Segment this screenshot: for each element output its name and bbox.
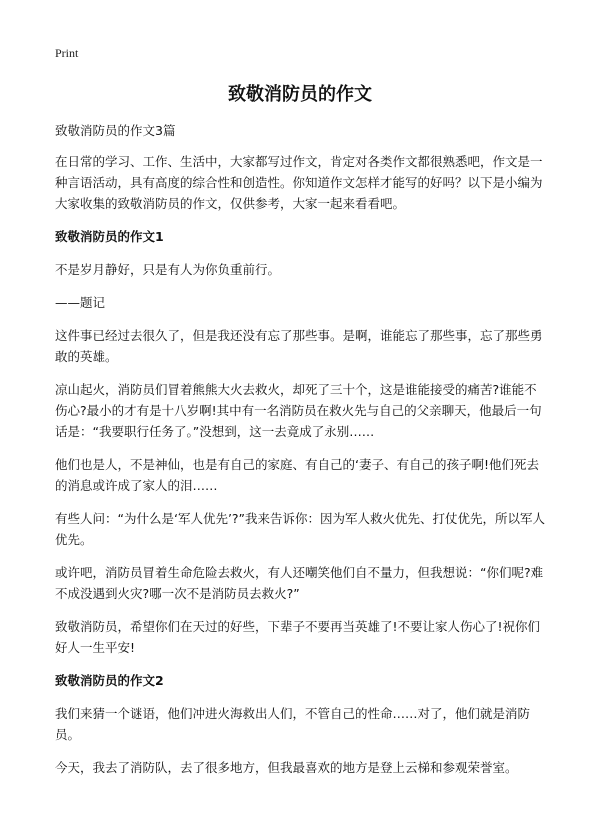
- paragraph: 或许吧，消防员冒着生命危险去救火，有人还嘲笑他们自不量力，但我想说：“你们呢?难不成没遇到火灾?哪一次不是消防员去救火?”: [55, 565, 544, 601]
- paragraph: 我们来猜一个谜语，他们冲进火海救出人们，不管自己的性命……对了，他们就是消防员。: [55, 706, 531, 742]
- article-body: [55, 120, 547, 790]
- paragraph: 他们也是人，不是神仙，也是有自己的家庭、有自己的‘妻子、有自己的孩子啊!他们死去的消息或许成了家人的泪……: [55, 457, 539, 493]
- paragraph: 有些人问：“为什么是‘军人优先’?”我来告诉你：因为军人救火优先、打仗优先，所以军人优先。: [55, 511, 546, 547]
- print-link[interactable]: Print: [55, 46, 79, 60]
- paragraph: 凉山起火，消防员们冒着熊熊大火去救火，却死了三十个，这是谁能接受的痛苦?谁能不伤心?最小的才有是十八岁啊!其中有一名消防员在救火先与自己的父亲聊天，他最后一句话是：“我要职行任务了。”没想到，这一去竟成了永别……: [55, 382, 542, 439]
- paragraph: 不是岁月静好，只是有人为你负重前行。: [55, 262, 281, 277]
- intro-paragraph: 在日常的学习、工作、生活中，大家都写过作文，肯定对各类作文都很熟悉吧，作文是一种言语活动，具有高度的综合性和创造性。你知道作文怎样才能写的好吗？以下是小编为大家收集的致敬消防员的作文，仅供参考，大家一起来看看吧。: [55, 154, 543, 211]
- paragraph: 致敬消防员，希望你们在天过的好些，下辈子不要再当英雄了!不要让家人伤心了!祝你们好人一生平安!: [55, 619, 541, 655]
- paragraph: 这件事已经过去很久了，但是我还没有忘了那些事。是啊，谁能忘了那些事，忘了那些勇敢的英雄。: [55, 328, 543, 364]
- paragraph: 今天，我去了消防队，去了很多地方，但我最喜欢的地方是登上云梯和参观荣誉室。: [55, 760, 518, 775]
- page-title: 致敬消防员的作文: [228, 84, 372, 105]
- section-1-heading: 致敬消防员的作文1: [55, 229, 164, 244]
- paragraph: ——题记: [55, 295, 106, 310]
- section-2-heading: 致敬消防员的作文2: [55, 673, 164, 688]
- document-subtitle: 致敬消防员的作文3篇: [55, 123, 176, 138]
